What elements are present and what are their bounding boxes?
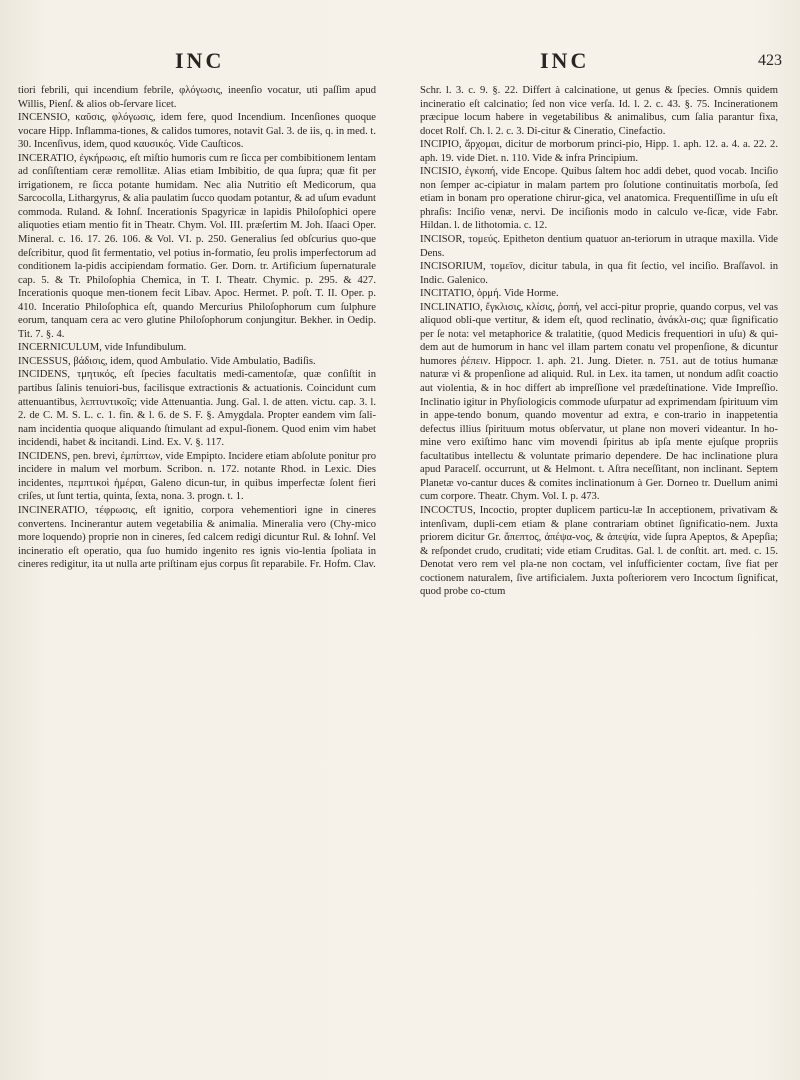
entry-incidens-2: INCIDENS, pen. brevi, ἐμπίπτων, vide Empipto. Incidere etiam abſolute ponitur pro incidere in malum vel morbum. Scribon. n. 172. notante Rhod. in Lexic. Dies incidentes, πεμπτικοὶ ἡμέραι, Galeno dicun-tur, in quibus imperfectæ ſolent fieri criſes, ut ſunt tertia, quinta, ſexta, nona. 3. progn. t. 1. (18, 450, 376, 503)
entry-incoctus: INCOCTUS, Incoctio, propter duplicem particu-læ In acceptionem, privativam & intenſivam, dupli-cem etiam & plane contrariam obtinet ſignificatio-nem. Juxta priorem dicitur Gr. ἄπεπτος, ἀπέψα-νος, & ἀπεψία, vide ſupra Apeptos, & Apepſia; & reſpondet crudo, cruditati; vide etiam Cruditas. Gal. l. de conſtit. art. med. c. 15. Denotat vero rem vel pla-ne non coctam, vel inſufficienter coctam, ſive fiat per coctionem naturalem, ſive artificialem. Juxta poſteriorem vero Incoctum ſignificat, quod probe co-ctum (420, 504, 778, 598)
left-running-head: INC (175, 48, 225, 73)
right-running-head: INC (540, 48, 590, 73)
entry-incidens-1: INCIDENS, τμητικός, eſt ſpecies facultatis medi-camentoſæ, quæ conſiſtit in partibus ſalinis tenuiori-bus, facilisque extractionis & actuationis. Coincidunt cum attenuantibus, λεπτυντικοῖς; vide Attenuantia. Jung. Gal. l. de atten. victu. cap. 3. l. 2. de C. M. S. L. c. 1. fin. & l. 6. de S. F. §. Amygdala. Propter eandem vim ſali-nam incidentia quoque aliquando ſtimulant ad expul-ſionem. Quod enim vim habet incidendi, habet & incitandi. Lind. Ex. V. §. 117. (18, 369, 376, 449)
right-column (420, 84, 778, 599)
entry-incerniculum: INCERNICULUM, vide Infundibulum. (18, 342, 187, 354)
entry-inclinatio: INCLINATIO, ἔγκλισις, κλίσις, ῥοπή, vel acci-pitur proprie, quando corpus, vel vas aliquod obli-que vertitur, & idem eſt, quod reclinatio, ἀνάκλι-σις; quæ ſignificatio per ſe nota: vel metaphorice & tralatitie, (quod Medicis frequentiori in uſu) & qui-dem aut de humorum in hanc vel illam partem conatu vel propenſione, & dicuntur humores ῥέπειν. Hippocr. 1. aph. 21. Jung. Dieter. n. 751. aut de totius humanæ naturæ vi & propenſione ad aliquid. Rul. in Lex. ita tamen, ut nondum adſit coactio aut violentia, & in hoc differt ab impreſſione vel prædeſtinatione. Vide Impreſſio. Inclinatio igitur in Phyſiologicis commode uſurpatur ad exprimendam ſpirituum vim in appe-tendo bonum, quando moventur ad extra, e con-trario in inappetentia defectus illius ſpirituum motus obſervatur, ut plane non moveri videantur. In ho-mine vero exiſtimo hanc vim movendi ſpiritus ab ipſa mente ejuſque propriis facultatibus intellectu & voluntate primario dependere. De hac inclinatione plura apud Paracelſ. occurrunt, ut & Helmont. t. Aſtra neceſſitant, non inclinant. Septem Planetæ vo-cantur duces & comites inclinationum à Ger. Dorneo tr. Duellum animi cum corpore. Theatr. Chym. Vol. I. p. 473. (420, 301, 778, 503)
entry-inceratio: INCERATIO, ἐγκήρωσις, eſt miſtio humoris cum re ſicca per combibitionem lentam ad conſiſtentiam ceræ remollitæ. Alias etiam Imbibitio, de qua ſupra; quæ fit per irrigationem, re ſicca potante humidam. Nec alia Nutritio eſt Medicorum, qua Sarcocolla, Lithargyrus, & alia paulatim ſucco quodam potantur, & ad uſum evadunt commoda. Ruland. & Iohnſ. Incerationis Spagyricæ in lapidis Philoſophici opere aliquoties etiam mentio fit in Theatr. Chym. Vol. III. præſertim M. Joh. Iſaaci Oper. Mineral. c. 16. 17. 26. 106. & Vol. VI. p. 250. Generalius ſed obſcurius quo-que deſcribitur, quod ſit fermentatio, vel potius in-formatio, ſeu prolis imperfectorum ad conditionem la-pidis accipiendam formatio. Ger. Dorn. tr. Artificium ſupernaturale cap. 5. & Tr. Philoſophia Chemica, in T. I. Theatr. Chymic. p. 295. & 427. Incerationis quoque men-tionem fecit Libav. Apoc. Hermet. P. poſt. T. II. Oper. p. 410. Inceratio Philoſophica eſt, quando Mercurius Philoſophorum cum ſulphure eorum, tanquam cera ac vero glutine Philoſophorum conjungitur. Bekher. in Oedip. Tit. 7. §. 4. (18, 152, 376, 340)
page-number: 423 (758, 52, 782, 69)
entry-paragraph: tiori febrili, qui incendium febrile, φλόγωσις, ineenſio vocatur, uti paſſim apud Willis, Pienſ. & alios ob-ſervare licet. (18, 85, 376, 110)
entry-incessus: INCESSUS, βάδισις, idem, quod Ambulatio. Vide Ambulatio, Badiſis. (18, 355, 316, 367)
entry-incineratio: INCINERATIO, τέφρωσις, eſt ignitio, corpora vehementiori igne in cineres convertens. Incinerantur autem vegetabilia & animalia. Mineralia vero (Chy-mico more loquendo) proprie non in cineres, ſed calcem redigi dicuntur Rul. & Iohnſ. Vel incineratio eſt operatio, qua ſuo humido ingenito res ignis vio-lentia ſpoliata in cineres redigitur, ita ut nulla arte priſtinam ejus corpus ſit reparabile. Fr. Hofm. Clav. (18, 504, 376, 571)
left-column (18, 84, 376, 572)
entry-incisio: INCISIO, ἐγκοπή, vide Encope. Quibus ſaltem hoc addi debet, quod vocab. Inciſio non ſemper ac-cipiatur in malam partem pro ſolutione continuitatis morboſa, ſed etiam in bonam pro operatione chirur-gica, vel anatomica. Frequentiſſime in uſu eſt phraſis: Inciſio venæ, nervi. De inciſionis modo in calculo ve-ſicæ, vide Fabr. Hildan. l. de lithotomia. c. 12. (420, 166, 778, 232)
entry-incensio: INCENSIO, καῦσις, φλόγωσις, idem fere, quod Incendium. Incenſiones quoque vocare Hipp. Inflamma-tiones, & calidos tumores, notavit Gal. 3. de iis, q. in med. t. 30. Incenſivus, idem, quod καυσικός. Vide Cauſticos. (18, 112, 376, 151)
entry-incisorium: INCISORIUM, τομεῖον, dicitur tabula, in qua fit ſectio, vel inciſio. Braſſavol. in Indic. Galenico. (420, 261, 778, 286)
entry-incitatio: INCITATIO, ὁρμή. Vide Horme. (420, 288, 559, 300)
entry-incisor: INCISOR, τομεύς. Epitheton dentium quatuor an-teriorum in utraque maxilla. Vide Dens. (420, 234, 778, 259)
entry-incipio: INCIPIO, ἄρχομαι, dicitur de morborum princi-pio, Hipp. 1. aph. 12. a. 4. a. 22. 2. aph. 19. vide Diet. n. 110. Vide & infra Principium. (420, 139, 778, 164)
running-header (0, 44, 800, 84)
entry-continuation: Schr. l. 3. c. 9. §. 22. Differt à calcinatione, ut genus & ſpecies. Omnis quidem incineratio eſt calcinatio; ſed non vice verſa. Id. l. 2. c. 43. §. 75. Incinerationem præcipue locum habere in vegetabilibus & animalibus, cum ſalia parantur fixa, docet Rolf. Ch. l. 2. c. 3. Di-citur & Cineratio, Cinefactio. (420, 85, 778, 137)
